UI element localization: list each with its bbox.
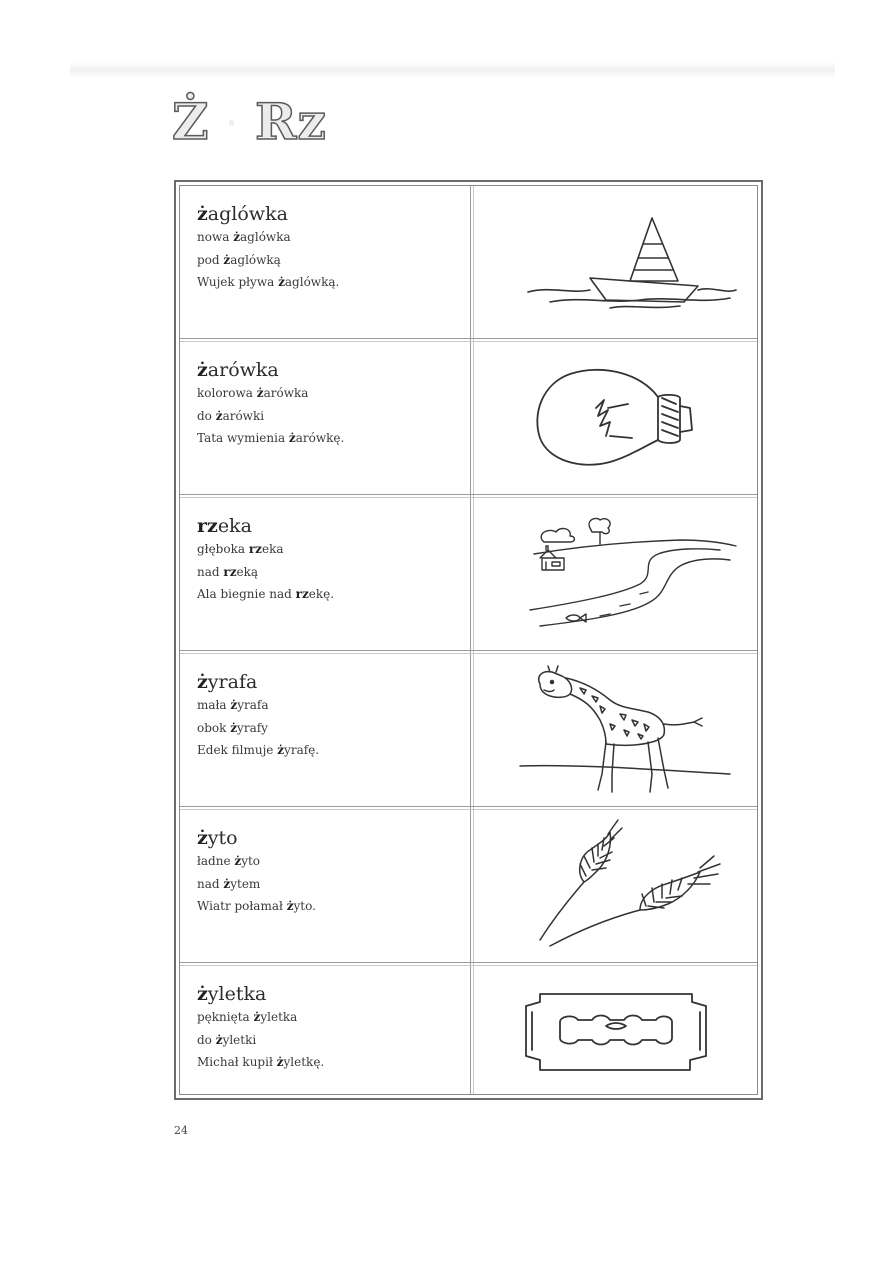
phrase-highlight: rz [223, 564, 237, 579]
phrase-post: yrafę. [284, 743, 320, 757]
vocab-text [197, 982, 467, 1074]
river-picture [480, 498, 760, 650]
razor-blade-picture [480, 966, 760, 1118]
phrase-line [197, 1051, 467, 1074]
vocab-row-zyletka [180, 966, 757, 1118]
phrase-highlight: ż [234, 854, 242, 868]
phrase-line [197, 561, 467, 584]
phrase-line [197, 226, 467, 249]
phrase-pre: głęboka [197, 542, 249, 556]
word-rest: arówka [207, 359, 279, 381]
phrase-post: ekę. [308, 587, 335, 601]
phrase-highlight: rz [248, 542, 262, 556]
phrase-post: yletkę. [283, 1055, 325, 1069]
vocab-word [197, 358, 467, 382]
vocab-word [197, 826, 467, 850]
phrase-highlight: ż [286, 899, 294, 913]
vocab-text [197, 514, 467, 606]
light-bulb-picture [480, 342, 760, 494]
phrase-pre: nowa [197, 230, 234, 244]
word-rest: aglówka [207, 203, 288, 225]
phrase-line [197, 382, 467, 405]
phrase-post: eka [261, 542, 284, 556]
phrase-post: yrafa [237, 698, 269, 712]
giraffe-picture [480, 654, 760, 806]
phrase-highlight: ż [256, 386, 264, 400]
phrase-pre: pod [197, 252, 224, 267]
phrase-highlight: ż [215, 1032, 223, 1047]
phrase-line [197, 873, 467, 896]
vocab-row-zyrafa [180, 654, 757, 806]
phrase-line [197, 583, 467, 606]
phrase-post: arówki [222, 408, 265, 423]
phrase-line [197, 271, 467, 294]
phrase-pre: pęknięta [197, 1010, 254, 1024]
vocab-row-rzeka [180, 498, 757, 650]
phrase-line [197, 249, 467, 272]
page-number: 24 [174, 1124, 188, 1137]
phrase-pre: Michał kupił [197, 1055, 277, 1069]
phrase-line [197, 538, 467, 561]
vocab-word [197, 982, 467, 1006]
vocab-row-zaglowka [180, 186, 757, 338]
phrase-post: aglówką [230, 252, 281, 267]
phrase-highlight: rz [295, 587, 309, 601]
phrase-highlight: ż [233, 230, 241, 244]
phrase-highlight: ż [215, 408, 223, 423]
sailboat-picture [480, 186, 760, 338]
phrase-pre: ładne [197, 854, 235, 868]
vocab-word [197, 202, 467, 226]
phrase-pre: do [197, 408, 216, 423]
phrase-highlight: ż [278, 275, 285, 289]
vocab-text [197, 670, 467, 762]
phrase-post: aglówką. [284, 275, 340, 289]
vocab-word [197, 514, 467, 538]
phrase-pre: Ala biegnie nad [197, 587, 296, 601]
phrase-pre: obok [197, 720, 231, 735]
phrase-line [197, 1029, 467, 1052]
phrase-highlight: ż [253, 1010, 261, 1024]
phrase-pre: Edek filmuje [197, 743, 278, 757]
phrase-highlight: ż [223, 252, 231, 267]
scan-shadow [70, 62, 835, 78]
vocab-word [197, 670, 467, 694]
phrase-highlight: ż [230, 698, 238, 712]
word-rest: yto [207, 827, 238, 849]
vocab-row-zarowka [180, 342, 757, 494]
letter-z-dot: Ż [172, 92, 210, 151]
card-inner-frame [179, 185, 758, 1095]
phrase-post: arówka [263, 386, 309, 400]
phrase-pre: Wujek pływa [197, 275, 279, 289]
letter-rz: Rz [255, 92, 327, 151]
phrase-post: arówkę. [295, 431, 345, 445]
word-highlight: rz [197, 515, 218, 537]
word-highlight: ż [197, 203, 208, 225]
phrase-pre: Tata wymienia [197, 431, 289, 445]
phrase-pre: kolorowa [197, 386, 257, 400]
word-rest: yrafa [207, 671, 258, 693]
word-highlight: ż [197, 983, 208, 1005]
phrase-post: yto. [293, 899, 316, 913]
word-highlight: ż [197, 827, 208, 849]
phrase-highlight: ż [223, 876, 231, 891]
vocabulary-card [174, 180, 763, 1100]
phrase-pre: Wiatr połamał [197, 899, 287, 913]
phrase-highlight: ż [277, 743, 285, 757]
phrase-line [197, 739, 467, 762]
word-highlight: ż [197, 359, 208, 381]
vocab-row-zyto [180, 810, 757, 962]
phrase-line [197, 427, 467, 450]
word-highlight: ż [197, 671, 208, 693]
separator-mark [229, 120, 234, 126]
phrase-pre: nad [197, 876, 224, 891]
phrase-line [197, 850, 467, 873]
phrase-pre: nad [197, 564, 224, 579]
phrase-highlight: ż [288, 431, 296, 445]
phrase-highlight: ż [276, 1055, 284, 1069]
vocab-text [197, 358, 467, 450]
phrase-post: eką [236, 564, 259, 579]
phrase-highlight: ż [230, 720, 238, 735]
phrase-post: yrafy [237, 720, 268, 735]
vocab-text [197, 202, 467, 294]
word-rest: yletka [207, 983, 267, 1005]
phrase-pre: do [197, 1032, 216, 1047]
phrase-line [197, 895, 467, 918]
phrase-post: ytem [230, 876, 261, 891]
phrase-line [197, 717, 467, 740]
phrase-line [197, 405, 467, 428]
vocab-text [197, 826, 467, 918]
phrase-post: aglówka [240, 230, 291, 244]
phrase-pre: mała [197, 698, 231, 712]
phrase-post: yletki [222, 1032, 257, 1047]
phrase-line [197, 694, 467, 717]
phrase-post: yletka [260, 1010, 298, 1024]
phrase-line [197, 1006, 467, 1029]
rye-ears-picture [480, 810, 760, 962]
phrase-post: yto [241, 854, 261, 868]
word-rest: eka [217, 515, 252, 537]
